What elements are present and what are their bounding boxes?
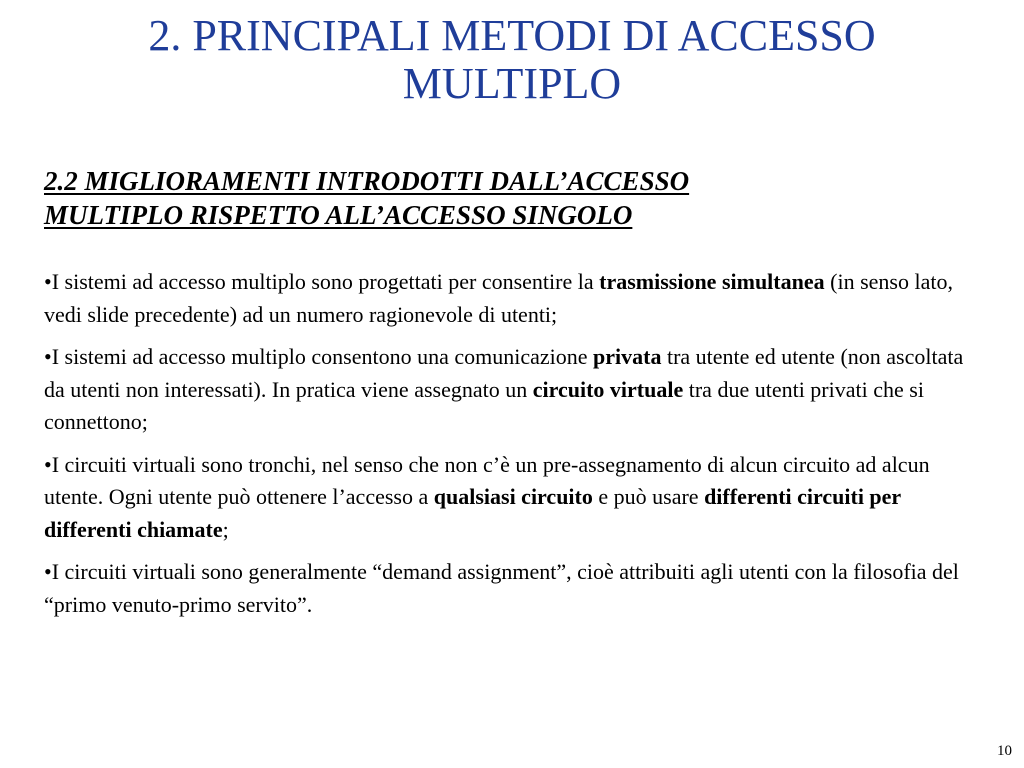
- bullet-text: (in senso lato, vedi slide precedente) ad un numero ragionevole di utenti;: [44, 269, 953, 327]
- bullet-text: tra utente ed utente (non ascoltata da utenti non interessati). In pratica viene assegnato un: [44, 344, 964, 402]
- section-heading-line-2: [44, 198, 984, 232]
- slide-title: [0, 12, 1024, 108]
- bullet-bold-text: differenti circuiti per differenti chiamate: [44, 484, 901, 542]
- slide-title-line-1: 2. PRINCIPALI METODI DI ACCESSO: [148, 11, 876, 60]
- page-number: 10: [997, 743, 1012, 759]
- bullet-text: •I sistemi ad accesso multiplo sono progettati per consentire la: [44, 269, 600, 294]
- bullet-text: •I circuiti virtuali sono tronchi, nel senso che non c’è un pre-assegnamento di alcun circuito ad alcun utente. Ogni utente può ottenere l’accesso a: [44, 451, 930, 509]
- bullet-text: •I sistemi ad accesso multiplo consentono una comunicazione: [44, 344, 594, 369]
- bullet-text: tra due utenti privati che si connettono;: [44, 376, 924, 434]
- bullet-item-4: [44, 556, 974, 621]
- bullet-text: ;: [222, 516, 229, 542]
- bullet-item-1: [44, 266, 974, 331]
- section-heading-text-2: MULTIPLO RISPETTO ALL’ACCESSO SINGOLO: [44, 200, 633, 230]
- bullet-bold-text: privata: [593, 344, 662, 369]
- bullet-bold-text: circuito virtuale: [532, 376, 684, 402]
- bullet-text: •I circuiti virtuali sono generalmente “demand assignment”, cioè attribuiti agli utenti con la filosofia del “primo venuto-primo servito”.: [44, 559, 959, 617]
- section-heading-line-1: [44, 164, 984, 198]
- bullet-bold-text: qualsiasi circuito: [433, 484, 593, 509]
- slide-title-line-2: MULTIPLO: [402, 59, 622, 108]
- bullet-item-2: [44, 341, 974, 439]
- bullet-item-3: [44, 449, 974, 547]
- bullet-list: [44, 266, 974, 631]
- section-heading-text-1: 2.2 MIGLIORAMENTI INTRODOTTI DALL’ACCESSO: [44, 166, 690, 196]
- bullet-bold-text: trasmissione simultanea: [599, 269, 825, 294]
- bullet-text: e può usare: [592, 484, 705, 509]
- section-heading: [44, 164, 984, 232]
